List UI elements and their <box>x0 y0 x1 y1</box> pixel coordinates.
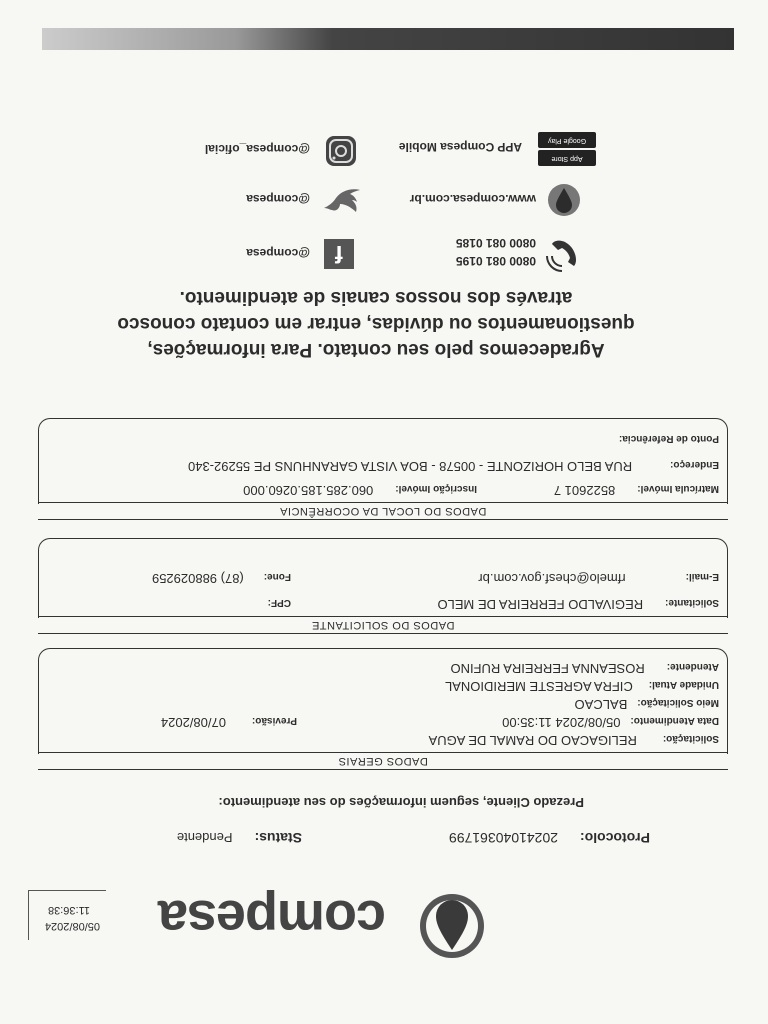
footer-bar <box>42 28 734 50</box>
field-solicitante <box>437 597 719 612</box>
status-label: Status: <box>254 830 302 846</box>
meio-value: BALCAO <box>574 697 628 712</box>
atendente-value: ROSEANNA FERREIRA RUFINO <box>450 661 645 676</box>
inscricao-value: 060.285.185.0260.000 <box>243 483 374 498</box>
google-play-badge[interactable]: Google Play <box>538 132 596 148</box>
phone-icon <box>546 236 582 272</box>
data-atendimento-value: 05/08/2024 11:35:00 <box>502 715 621 730</box>
previsao-value: 07/08/2024 <box>160 715 226 730</box>
solicitacao-label: Solicitação: <box>662 733 719 744</box>
phone-number-1: 0800 081 0195 <box>455 254 536 268</box>
field-meio-solicitacao <box>575 697 719 712</box>
thanks-message: Agradecemos pelo seu contato. Para informações, questionamentos ou dúvidas, entrar em contato conosco através dos nossos canais de atendimento. <box>117 287 635 360</box>
requester-section-box <box>38 538 728 618</box>
solicitante-label: Solicitante: <box>665 597 719 608</box>
fone-value: (87) 988029259 <box>151 571 244 586</box>
field-solicitacao <box>429 733 719 748</box>
solicitacao-value: RELIGACAO DO RAMAL DE AGUA <box>428 733 637 748</box>
facebook-handle: @compesa <box>246 246 310 260</box>
requester-section-title: DADOS DO SOLICITANTE <box>38 616 728 634</box>
endereco-value: RUA BELO HORIZONTE - 00578 - BOA VISTA GARANHUNS PE 55292-340 <box>188 459 633 474</box>
protocol-label: Protocolo: <box>580 830 650 846</box>
app-store-badge[interactable]: App Store <box>538 150 596 166</box>
previsao-label: Previsão: <box>251 715 297 726</box>
field-cpf <box>268 597 291 612</box>
referencia-label: Ponto de Referência: <box>618 433 719 444</box>
greeting-text: Prezado Cliente, seguem informações do seu atendimento: <box>218 795 584 810</box>
brand-name: compesa <box>158 889 386 949</box>
protocol-value: 20241040361799 <box>448 830 558 846</box>
field-fone <box>152 571 291 586</box>
matricula-label: Matrícula Imóvel: <box>637 483 719 494</box>
location-section-box <box>38 418 728 504</box>
water-drop-icon <box>406 880 486 960</box>
field-endereco <box>188 459 719 474</box>
compesa-logo <box>158 860 486 960</box>
field-unidade-atual <box>445 679 719 694</box>
unidade-label: Unidade Atual: <box>648 679 719 690</box>
twitter-bird-icon <box>322 184 362 216</box>
field-matricula <box>554 483 719 498</box>
unidade-value: CIFRA AGRESTE MERIDIONAL <box>444 679 633 694</box>
cpf-label: CPF: <box>267 597 291 608</box>
status-value: Pendente <box>176 830 233 845</box>
instagram-icon <box>324 134 358 168</box>
field-atendente <box>450 661 719 676</box>
twitter-handle: @compesa <box>246 192 310 206</box>
phone-number-2: 0800 081 0185 <box>455 236 536 250</box>
website-link: www.compesa.com.br <box>409 192 536 206</box>
location-pin-icon <box>546 182 582 218</box>
field-previsao <box>161 715 297 730</box>
solicitante-value: REGIVALDO FERREIRA DE MELO <box>437 597 644 612</box>
inscricao-label: Inscrição Imóvel: <box>395 483 477 494</box>
endereco-label: Endereço: <box>670 459 719 470</box>
field-ponto-referencia <box>619 433 719 448</box>
location-section-title: DADOS DO LOCAL DA OCORRÊNCIA <box>38 502 728 520</box>
instagram-handle: @compesa_oficial <box>204 142 310 156</box>
print-time: 11:36:38 <box>47 904 90 916</box>
general-section-box <box>38 648 728 754</box>
app-name: APP Compesa Mobile <box>398 140 522 154</box>
facebook-icon: f <box>324 239 354 269</box>
field-email <box>478 571 719 586</box>
field-inscricao <box>243 483 477 498</box>
email-label: E-mail: <box>685 571 719 582</box>
print-timestamp <box>28 890 106 940</box>
data-atendimento-label: Data Atendimento: <box>630 715 719 726</box>
fone-label: Fone: <box>263 571 291 582</box>
field-data-atendimento <box>502 715 719 730</box>
meio-label: Meio Solicitação: <box>637 697 719 708</box>
protocol-row <box>449 830 650 846</box>
email-value: rfmelo@chesf.gov.com.br <box>478 571 626 586</box>
matricula-value: 8522601 7 <box>553 483 616 498</box>
status-row <box>177 830 302 846</box>
print-date: 05/08/2024 <box>44 920 100 932</box>
atendente-label: Atendente: <box>666 661 719 672</box>
general-section-title: DADOS GERAIS <box>38 752 728 770</box>
